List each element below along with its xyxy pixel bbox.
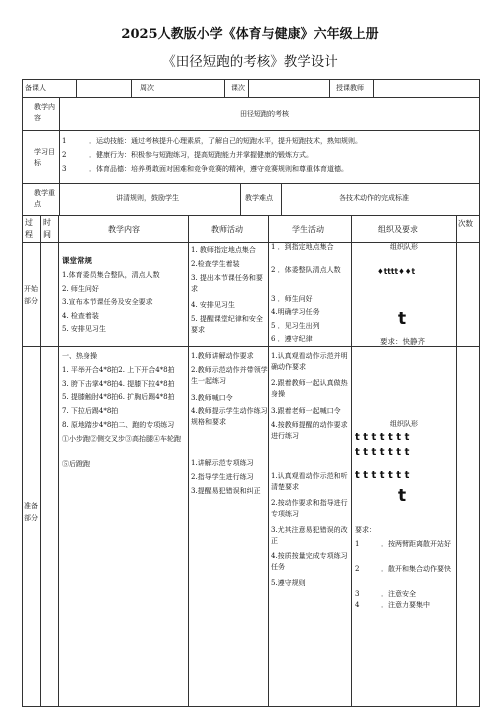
list-item: 1.教师讲解动作要求 — [191, 352, 254, 360]
goal-text: ．运动技能：通过考核提升心理素质，了解自己的短跑水平，提升短跑技术，熟知规则。 — [89, 137, 362, 145]
list-item: 5 ．见习生出列 — [271, 322, 320, 330]
req-text: ．按两臂距离散开站好 — [381, 540, 451, 548]
list-item: 1. 教师指定地点集合 — [191, 246, 256, 254]
start-content-title: 课堂常规 — [62, 256, 92, 265]
col-teacher: 教师活动 — [211, 225, 243, 234]
formation-row: t t t t t t t — [355, 447, 410, 458]
goal-text: ．健康行为：积极参与短跑练习，提高短跑能力并掌握健康的锻炼方式。 — [89, 151, 313, 159]
prep-org-title: 组织队形 — [390, 420, 418, 428]
goal-num: 3 — [62, 165, 67, 173]
req-num: 1 — [355, 540, 360, 548]
focus-label: 教学重点 — [34, 189, 55, 208]
week-label: 周次 — [140, 84, 154, 92]
list-item: 4.按质按量完成专项练习任务 — [271, 552, 348, 571]
prep-org-req-label: 要求： — [355, 526, 376, 534]
prep-org-teacher: t — [398, 486, 407, 506]
list-item: 3. 胯下击掌4*8拍4. 提膝下拉4*8拍 — [62, 380, 175, 388]
list-item: 4.教师提示学生动作练习规格和要求 — [191, 407, 268, 426]
focus-value: 讲清规则，鼓励学生 — [116, 194, 179, 202]
content-label: 教学内容 — [34, 103, 55, 122]
list-item: 3. 提出本节课任务和要求 — [191, 274, 263, 293]
col-student: 学生活动 — [292, 225, 324, 234]
difficulty-label: 教学难点 — [245, 194, 273, 202]
list-item: 2.跟着教师一起认真做热身操 — [271, 379, 348, 398]
list-item: 1.讲解示范专项练习 — [191, 459, 254, 467]
list-item: 5. 提醒课堂纪律和安全要求 — [191, 315, 263, 334]
list-item: 2.指导学生进行练习 — [191, 473, 254, 481]
goal-num: 2 — [62, 151, 67, 159]
list-item: 4. 检查着装 — [62, 312, 99, 320]
prep-phase: 准备部分 — [24, 502, 38, 522]
document-subtitle: 《田径短跑的考核》教学设计 — [162, 54, 338, 70]
req-num: 2 — [355, 565, 360, 573]
goals-label: 学习目标 — [34, 148, 55, 167]
document-title: 2025人教版小学《体育与健康》六年级上册 — [121, 27, 379, 42]
start-org-title: 组织队形 — [390, 243, 418, 251]
list-item: 3.提醒易犯错误和纠正 — [191, 487, 261, 495]
list-item: 3.教师喊口令 — [191, 394, 233, 402]
list-item: 4.按教师提醒的动作要求进行练习 — [271, 421, 348, 440]
teacher-label: 授课教师 — [336, 84, 364, 92]
req-text: ．注意力要集中 — [381, 601, 430, 609]
list-item: ①小步跑②侧交叉步③高抬腿④车轮跑 — [62, 435, 181, 443]
list-item: 1.体育委员集合整队，清点人数 — [62, 271, 160, 279]
req-num: 4 — [355, 601, 360, 609]
start-org-teacher: t — [398, 309, 407, 329]
list-item: 4.明确学习任务 — [271, 308, 320, 316]
list-item: 5. 安排见习生 — [62, 325, 106, 333]
list-item: 5. 提膝触肘4*8拍6. 扩胸后踢4*8拍 — [62, 393, 175, 401]
list-item: 2. 师生问好 — [62, 285, 99, 293]
start-org-req: 要求：快静齐 — [380, 337, 425, 346]
start-phase: 开始部分 — [24, 285, 38, 305]
col-process: 过程 — [25, 218, 33, 239]
difficulty-value: 各技术动作的完成标准 — [339, 194, 409, 202]
req-text: ．散开和集合动作要快 — [381, 565, 451, 573]
list-item: 1 ．到指定地点集合 — [271, 243, 334, 251]
list-item: 5.遵守规则 — [271, 579, 306, 587]
list-item: 1. 平举开合4*8拍2. 上下开合4*8拍 — [62, 366, 175, 374]
col-time: 时间 — [43, 218, 51, 239]
preparer-label: 备课人 — [25, 84, 46, 92]
req-num: 3 — [355, 590, 360, 598]
col-times: 次数 — [458, 219, 473, 228]
list-item: 3.尤其注意易犯错误的改正 — [271, 526, 348, 545]
formation-row: t t t t t t t — [355, 470, 410, 481]
list-item: 一、热身操 — [62, 352, 97, 360]
list-item: 4. 安排见习生 — [191, 301, 235, 309]
list-item: 3.宣布本节课任务及安全要求 — [62, 298, 153, 306]
goal-text: ．体育品德：培养勇敢面对困难和竞争竞赛的精神，遵守竞赛规则和尊重体育道德。 — [89, 165, 348, 173]
list-item: 1.认真观看动作示范并明确动作要求 — [271, 352, 348, 371]
req-text: ．注意安全 — [381, 590, 416, 598]
content-value: 田径短跑的考核 — [240, 110, 289, 118]
col-content: 教学内容 — [108, 225, 140, 234]
formation-row: t t t t t t t — [355, 432, 410, 443]
list-item: 7. 下拉后踢4*8拍 — [62, 407, 119, 415]
list-item: 2 ．体委整队清点人数 — [271, 266, 341, 274]
list-item: 8. 原地踏步4*8拍二、跑的专项练习 — [62, 421, 175, 429]
list-item: 3.跟着老师一起喊口令 — [271, 407, 341, 415]
start-org-pattern: ♦tttt♦♦t — [377, 267, 416, 276]
list-item: 2.按动作要求和指导进行专项练习 — [271, 499, 348, 518]
list-item: 3 ．师生问好 — [271, 295, 313, 303]
list-item: 2.教师示范动作并带领学生一起练习 — [191, 366, 268, 385]
list-item: 6 ．遵守纪律 — [271, 335, 313, 343]
list-item: 1.认真观看动作示范和听清楚要求 — [271, 472, 348, 491]
period-label: 课次 — [231, 84, 245, 92]
goal-num: 1 — [62, 137, 67, 145]
list-item: ⑤后蹬跑 — [62, 460, 90, 468]
col-org: 组织及要求 — [378, 225, 418, 234]
list-item: 2.检查学生着装 — [191, 260, 240, 268]
